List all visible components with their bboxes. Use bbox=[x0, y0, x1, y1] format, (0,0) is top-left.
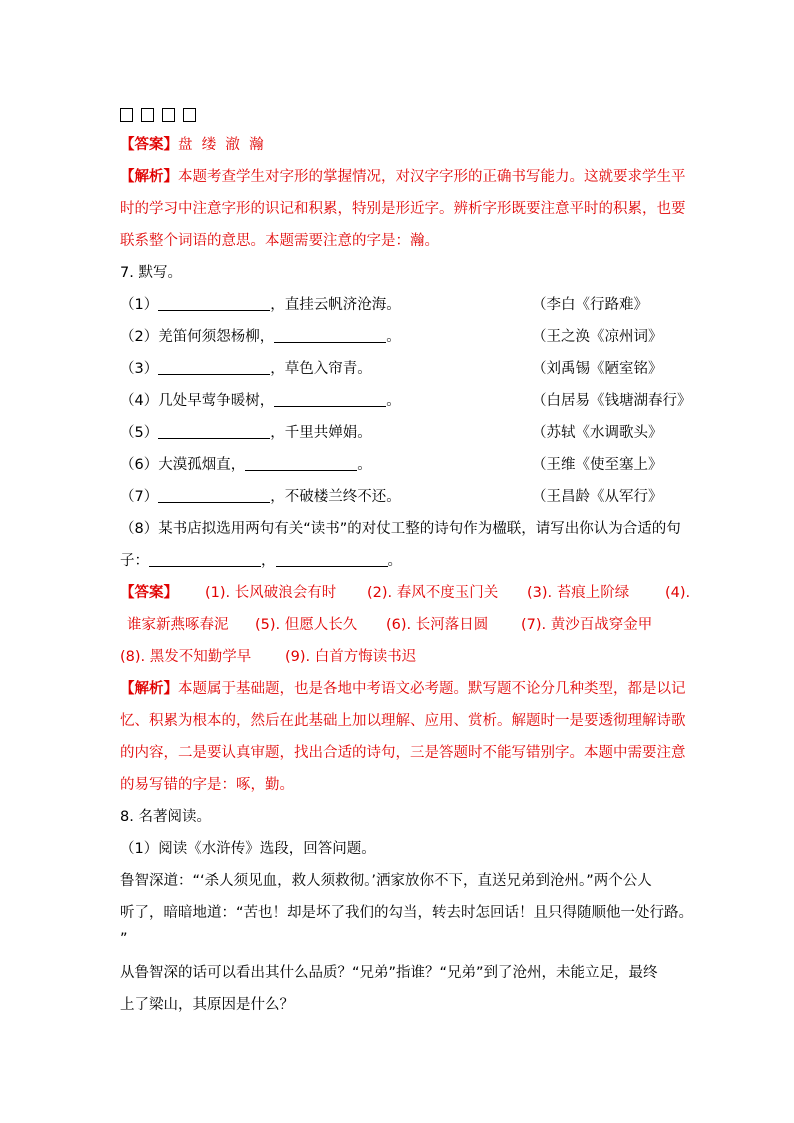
q7-item-7 bbox=[120, 487, 663, 507]
item-number: （2） bbox=[120, 329, 159, 345]
q7-item-5 bbox=[120, 423, 663, 443]
question-line2: 上了梁山，其原因是什么？ bbox=[120, 997, 294, 1013]
answer-7-part: (3). 苔痕上阶绿 bbox=[527, 585, 630, 601]
analysis-tag: 【解析】 bbox=[120, 169, 178, 185]
item-text: ，直挂云帆济沧海。 bbox=[270, 297, 401, 313]
q7-item-8-line1: （8）某书店拟选用两句有关“读书”的对仗工整的诗句作为楹联，请写出你认为合适的句 bbox=[120, 521, 681, 537]
analysis-7-line3: 的内容，二是要认真审题，找出合适的诗句，三是答题时不能写错别字。本题中需要注意 bbox=[120, 745, 686, 761]
item-text: 子： bbox=[120, 553, 149, 569]
analysis-text: 本题属于基础题，也是各地中考语文必考题。默写题不论分几种类型，都是以记 bbox=[178, 681, 686, 697]
answer-blank bbox=[149, 552, 261, 567]
q7-item-4 bbox=[120, 391, 692, 411]
answer-7-part: (4). bbox=[665, 585, 691, 601]
blank-boxes bbox=[120, 107, 204, 127]
q7-item-6 bbox=[120, 455, 663, 475]
item-text: ，草色入帘青。 bbox=[270, 361, 372, 377]
answer-tag: 【答案】 bbox=[120, 137, 178, 153]
analysis-6-line1 bbox=[120, 167, 686, 187]
item-number: （3） bbox=[120, 361, 159, 377]
answer-blank bbox=[158, 424, 270, 439]
q7-item-3 bbox=[120, 359, 663, 379]
answer-7-part: (2). 春风不度玉门关 bbox=[367, 585, 499, 601]
analysis-7-line2: 忆、积累为根本的，然后在此基础上加以理解、应用、赏析。解题时一是要透彻理解诗歌 bbox=[120, 713, 686, 729]
item-number: （1） bbox=[120, 297, 159, 313]
answer-blank bbox=[158, 488, 270, 503]
question-line1: 从鲁智深的话可以看出其什么品质？“兄弟”指谁？“兄弟”到了沧州，未能立足，最终 bbox=[120, 965, 658, 981]
item-text: 羌笛何须怨杨柳， bbox=[158, 329, 275, 345]
passage-line3: ” bbox=[120, 931, 128, 947]
item-source: （李白《行路难》 bbox=[532, 297, 648, 313]
passage-line1: 鲁智深道：“‘杀人须见血，救人须救彻。’洒家放你不下，直送兄弟到沧州。”两个公人 bbox=[120, 873, 652, 889]
q7-item-8-line2 bbox=[120, 551, 402, 571]
answer-7-part: (7). 黄沙百战穿金甲 bbox=[521, 617, 653, 633]
answer-6 bbox=[120, 135, 264, 155]
answer-blank bbox=[274, 328, 386, 343]
item-number: （4） bbox=[120, 393, 159, 409]
item-source: （苏轼《水调歌头》 bbox=[532, 425, 663, 441]
answer-tag: 【答案】 bbox=[120, 585, 178, 601]
blank-box bbox=[141, 108, 154, 122]
answer-7-part: (1). 长风破浪会有时 bbox=[205, 585, 337, 601]
analysis-7-line4: 的易写错的字是：啄，勤。 bbox=[120, 777, 294, 793]
answer-blank bbox=[158, 296, 270, 311]
blank-box bbox=[120, 108, 133, 122]
analysis-tag: 【解析】 bbox=[120, 681, 178, 697]
item-number: （5） bbox=[120, 425, 159, 441]
q7-item-1 bbox=[120, 295, 648, 315]
q7-item-2 bbox=[120, 327, 663, 347]
answer-7-part: (6). 长河落日圆 bbox=[386, 617, 489, 633]
question-7-title: 7. 默写。 bbox=[120, 265, 182, 281]
answer-blank bbox=[245, 456, 357, 471]
analysis-6-line3: 联系整个词语的意思。本题需要注意的字是：瀚。 bbox=[120, 233, 439, 249]
answer-blank bbox=[158, 360, 270, 375]
passage-line2: 听了，暗暗地道：“苦也！却是坏了我们的勾当，转去时怎回话！且只得随顺他一处行路。 bbox=[120, 905, 694, 921]
answer-blank bbox=[276, 552, 388, 567]
item-number: （7） bbox=[120, 489, 159, 505]
analysis-text: 本题考查学生对字形的掌握情况，对汉字字形的正确书写能力。这就要求学生平 bbox=[178, 169, 686, 185]
item-text: 几处早莺争暖树， bbox=[158, 393, 275, 409]
answer-7-tag-line bbox=[120, 583, 178, 603]
answer-7-part: (8). 黑发不知勤学早 bbox=[120, 649, 252, 665]
answer-7-part: (9). 白首方悔读书迟 bbox=[285, 649, 417, 665]
blank-box bbox=[162, 108, 175, 122]
answer-7-part: 谁家新燕啄春泥 bbox=[127, 617, 229, 633]
item-text: 。 bbox=[357, 457, 372, 473]
analysis-6-line2: 时的学习中注意字形的识记和积累，特别是形近字。辨析字形既要注意平时的积累，也要 bbox=[120, 201, 686, 217]
analysis-7-line1 bbox=[120, 679, 686, 699]
item-text: ，千里共婵娟。 bbox=[270, 425, 372, 441]
answer-7-part: (5). 但愿人长久 bbox=[255, 617, 358, 633]
item-text: 。 bbox=[386, 329, 401, 345]
question-8-sub1: （1）阅读《水浒传》选段，回答问题。 bbox=[120, 841, 376, 857]
item-source: （刘禹锡《陋室铭》 bbox=[532, 361, 663, 377]
item-source: （王昌龄《从军行》 bbox=[532, 489, 663, 505]
answer-blank bbox=[274, 392, 386, 407]
question-8-title: 8. 名著阅读。 bbox=[120, 809, 211, 825]
item-text: 大漠孤烟直， bbox=[158, 457, 246, 473]
item-number: （6） bbox=[120, 457, 159, 473]
item-source: （白居易《钱塘湖春行》 bbox=[532, 393, 692, 409]
blank-box bbox=[183, 108, 196, 122]
item-text: ， bbox=[261, 553, 276, 569]
item-source: （王之涣《凉州词》 bbox=[532, 329, 663, 345]
item-text: ，不破楼兰终不还。 bbox=[270, 489, 401, 505]
item-text: 。 bbox=[387, 553, 402, 569]
answer-text: 盘 缕 澈 瀚 bbox=[178, 137, 264, 153]
item-text: 。 bbox=[386, 393, 401, 409]
item-source: （王维《使至塞上》 bbox=[532, 457, 663, 473]
